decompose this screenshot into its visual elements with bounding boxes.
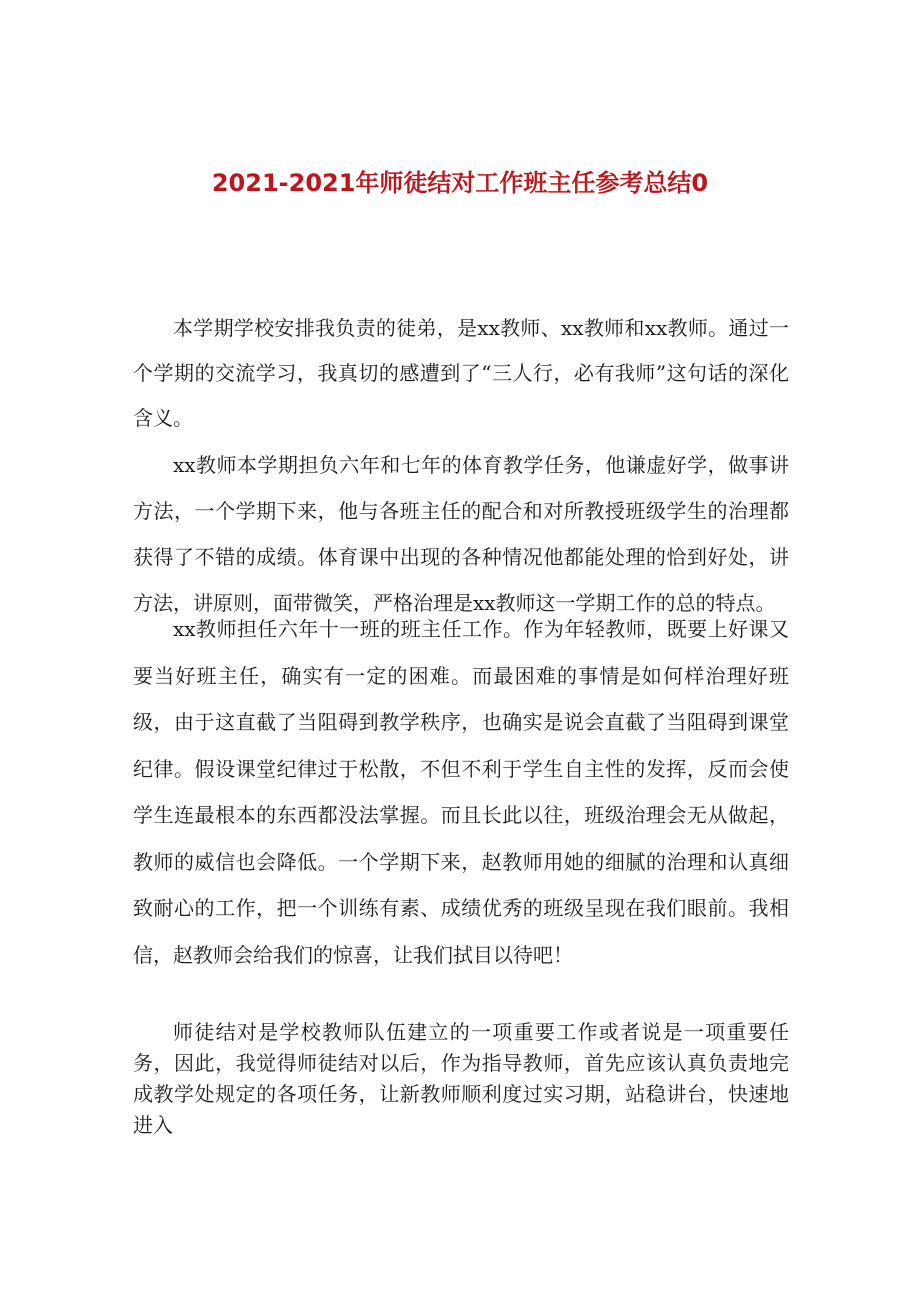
- paragraph-2: xx教师本学期担负六年和七年的体育教学任务，他谦虚好学，做事讲方法，一个学期下来，他与各班主任的配合和对所教授班级学生的治理都获得了不错的成绩。体育课中出现的各种情况他都能处理的恰到好处，讲方法，讲原则，面带微笑，严格治理是xx教师这一学期工作的总的特点。: [133, 453, 789, 615]
- paragraph-3: xx教师担任六年十一班的班主任工作。作为年轻教师，既要上好课又要当好班主任，确实有一定的困难。而最困难的事情是如何样治理好班级，由于这直截了当阻碍到教学秩序，也确实是说会直截了当阻碍到课堂纪律。假设课堂纪律过于松散，不但不利于学生自主性的发挥，反而会使学生连最根本的东西都没法掌握。而且长此以往，班级治理会无从做起，教师的威信也会降低。一个学期下来，赵教师用她的细腻的治理和认真细致耐心的工作，把一个训练有素、成绩优秀的班级呈现在我们眼前。我相信，赵教师会给我们的惊喜，让我们拭目以待吧！: [133, 617, 789, 967]
- document-title: 2021-2021年师徒结对工作班主任参考总结0: [211, 169, 709, 197]
- paragraph-4: 师徒结对是学校教师队伍建立的一项重要工作或者说是一项重要任务，因此，我觉得师徒结对以后，作为指导教师，首先应该认真负责地完成教学处规定的各项任务，让新教师顺利度过实习期，站稳讲台，快速地进入: [133, 1020, 789, 1137]
- paragraph-1: 本学期学校安排我负责的徒弟，是xx教师、xx教师和xx教师。通过一个学期的交流学习，我真切的感遭到了“三人行，必有我师”这句话的深化含义。: [133, 316, 789, 430]
